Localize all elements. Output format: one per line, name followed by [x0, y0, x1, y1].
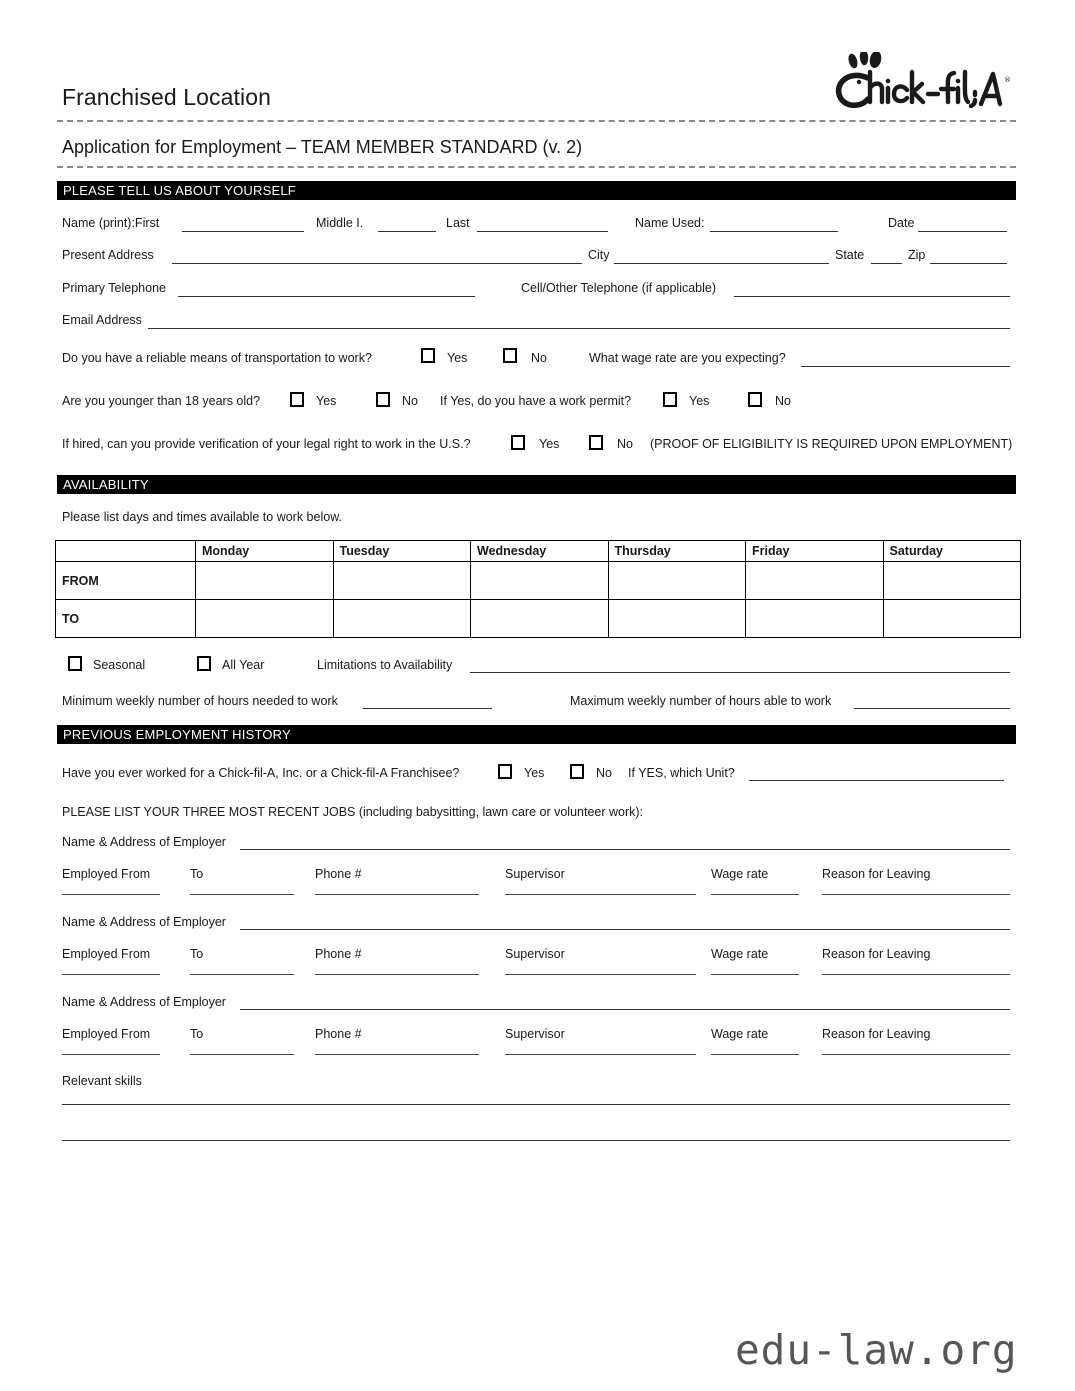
checkbox-transportation-no[interactable] — [503, 348, 517, 363]
input-first-name[interactable] — [182, 231, 304, 232]
label-last-name: Last — [446, 216, 470, 230]
label-city: City — [588, 248, 610, 262]
label-minimum-hours: Minimum weekly number of hours needed to work — [62, 694, 338, 708]
input-relevant-skills-line-1[interactable] — [62, 1104, 1010, 1105]
label-name-used: Name Used: — [635, 216, 705, 230]
header-divider-bottom — [57, 166, 1016, 168]
row-label-to: TO — [56, 600, 196, 638]
input-city[interactable] — [614, 263, 829, 264]
input-phone-1[interactable] — [315, 894, 479, 895]
checkbox-work-permit-no[interactable] — [748, 392, 762, 407]
label-primary-telephone: Primary Telephone — [62, 281, 166, 295]
label-work-permit-no: No — [775, 394, 791, 408]
form-subtitle: Application for Employment – TEAM MEMBER STANDARD (v. 2) — [62, 137, 583, 157]
label-younger-18-no: No — [402, 394, 418, 408]
label-zip: Zip — [908, 248, 926, 262]
header-divider-top — [57, 120, 1016, 122]
label-legal-right-no: No — [617, 437, 633, 451]
input-maximum-hours[interactable] — [854, 708, 1010, 709]
input-to-2[interactable] — [190, 974, 294, 975]
input-date[interactable] — [918, 231, 1007, 232]
label-supervisor-3: Supervisor — [505, 1027, 565, 1041]
label-employed-from-1: Employed From — [62, 867, 151, 881]
input-cell-telephone[interactable] — [734, 296, 1010, 297]
input-supervisor-2[interactable] — [505, 974, 696, 975]
svg-text:®: ® — [1004, 76, 1011, 84]
label-state: State — [835, 248, 865, 262]
column-header-saturday: Saturday — [883, 541, 1021, 562]
label-employer-2: Name & Address of Employer — [62, 915, 226, 929]
section-header-availability: AVAILABILITY — [57, 475, 1016, 494]
cell-to-thursday[interactable] — [608, 600, 746, 638]
label-relevant-skills: Relevant skills — [62, 1074, 142, 1088]
label-transportation-yes: Yes — [447, 351, 468, 365]
input-reason-leaving-1[interactable] — [822, 894, 1010, 895]
checkbox-work-permit-yes[interactable] — [663, 392, 677, 407]
label-all-year: All Year — [222, 658, 265, 672]
label-maximum-hours: Maximum weekly number of hours able to work — [570, 694, 832, 708]
label-worked-before-yes: Yes — [524, 766, 545, 780]
label-date: Date — [888, 216, 915, 230]
label-supervisor-2: Supervisor — [505, 947, 565, 961]
cell-from-tuesday[interactable] — [333, 562, 471, 600]
label-transportation-no: No — [531, 351, 547, 365]
label-younger-18-yes: Yes — [316, 394, 337, 408]
label-legal-right-yes: Yes — [539, 437, 560, 451]
input-wage-rate-2[interactable] — [711, 974, 799, 975]
column-header-tuesday: Tuesday — [333, 541, 471, 562]
label-work-permit-yes: Yes — [689, 394, 710, 408]
checkbox-worked-before-yes[interactable] — [498, 764, 512, 779]
input-employer-1[interactable] — [240, 849, 1010, 850]
label-younger-18-question: Are you younger than 18 years old? — [62, 394, 261, 408]
label-transportation-question: Do you have a reliable means of transportation to work? — [62, 351, 372, 365]
input-reason-leaving-2[interactable] — [822, 974, 1010, 975]
label-phone-3: Phone # — [315, 1027, 362, 1041]
input-employed-from-3[interactable] — [62, 1054, 160, 1055]
input-which-unit[interactable] — [749, 780, 1004, 781]
input-to-3[interactable] — [190, 1054, 294, 1055]
label-cell-telephone: Cell/Other Telephone (if applicable) — [521, 281, 717, 295]
column-header-wednesday: Wednesday — [471, 541, 609, 562]
cell-to-friday[interactable] — [746, 600, 884, 638]
input-employer-3[interactable] — [240, 1009, 1010, 1010]
input-reason-leaving-3[interactable] — [822, 1054, 1010, 1055]
input-email-address[interactable] — [148, 328, 1010, 329]
label-which-unit: If YES, which Unit? — [628, 766, 735, 780]
column-header-friday: Friday — [746, 541, 884, 562]
input-middle-initial[interactable] — [378, 231, 436, 232]
label-reason-leaving-3: Reason for Leaving — [822, 1027, 931, 1041]
label-employer-1: Name & Address of Employer — [62, 835, 226, 849]
input-to-1[interactable] — [190, 894, 294, 895]
label-worked-before-question: Have you ever worked for a Chick-fil-A, Inc. or a Chick-fil-A Franchisee? — [62, 766, 460, 780]
input-phone-3[interactable] — [315, 1054, 479, 1055]
input-limitations-availability[interactable] — [470, 672, 1010, 673]
input-wage-rate-1[interactable] — [711, 894, 799, 895]
label-to-1: To — [190, 867, 204, 881]
checkbox-legal-right-yes[interactable] — [511, 435, 525, 450]
page-title: Franchised Location — [62, 84, 272, 110]
cell-from-thursday[interactable] — [608, 562, 746, 600]
input-primary-telephone[interactable] — [178, 296, 475, 297]
checkbox-transportation-yes[interactable] — [421, 348, 435, 363]
label-phone-2: Phone # — [315, 947, 362, 961]
input-employer-2[interactable] — [240, 929, 1010, 930]
input-supervisor-3[interactable] — [505, 1054, 696, 1055]
input-relevant-skills-line-2[interactable] — [62, 1140, 1010, 1141]
input-employed-from-2[interactable] — [62, 974, 160, 975]
label-to-2: To — [190, 947, 204, 961]
label-wage-rate-1: Wage rate — [711, 867, 769, 881]
checkbox-seasonal[interactable] — [68, 656, 82, 671]
cell-from-monday[interactable] — [196, 562, 334, 600]
table-row — [56, 600, 1021, 638]
checkbox-younger-18-yes[interactable] — [290, 392, 304, 407]
label-present-address: Present Address — [62, 248, 154, 262]
availability-table — [55, 540, 1021, 638]
input-supervisor-1[interactable] — [505, 894, 696, 895]
row-label-from: FROM — [56, 562, 196, 600]
label-employer-3: Name & Address of Employer — [62, 995, 226, 1009]
cell-to-wednesday[interactable] — [471, 600, 609, 638]
input-present-address[interactable] — [172, 263, 582, 264]
table-header-row — [56, 541, 1021, 562]
chick-fil-a-logo — [828, 52, 1014, 114]
note-proof-of-eligibility: (PROOF OF ELIGIBILITY IS REQUIRED UPON EMPLOYMENT) — [650, 437, 1013, 451]
input-expected-wage-rate[interactable] — [801, 366, 1010, 367]
label-legal-right-question: If hired, can you provide verification of your legal right to work in the U.S.? — [62, 437, 471, 451]
label-supervisor-1: Supervisor — [505, 867, 565, 881]
column-header-blank — [56, 541, 196, 562]
label-worked-before-no: No — [596, 766, 612, 780]
input-last-name[interactable] — [477, 231, 608, 232]
label-email-address: Email Address — [62, 313, 142, 327]
input-name-used[interactable] — [710, 231, 838, 232]
label-limitations-availability: Limitations to Availability — [317, 658, 453, 672]
label-reason-leaving-1: Reason for Leaving — [822, 867, 931, 881]
column-header-thursday: Thursday — [608, 541, 746, 562]
label-wage-rate-3: Wage rate — [711, 1027, 769, 1041]
label-middle-initial: Middle I. — [316, 216, 364, 230]
label-employed-from-2: Employed From — [62, 947, 151, 961]
input-state[interactable] — [871, 263, 902, 264]
cell-to-monday[interactable] — [196, 600, 334, 638]
checkbox-legal-right-no[interactable] — [589, 435, 603, 450]
cell-from-friday[interactable] — [746, 562, 884, 600]
checkbox-all-year[interactable] — [197, 656, 211, 671]
section-header-employment-history: PREVIOUS EMPLOYMENT HISTORY — [57, 725, 1016, 744]
column-header-monday: Monday — [196, 541, 334, 562]
cell-from-wednesday[interactable] — [471, 562, 609, 600]
label-employed-from-3: Employed From — [62, 1027, 151, 1041]
instruction-list-recent-jobs: PLEASE LIST YOUR THREE MOST RECENT JOBS (including babysitting, lawn care or volunteer work): — [62, 805, 644, 819]
cell-to-saturday[interactable] — [883, 600, 1021, 638]
table-row — [56, 562, 1021, 600]
label-to-3: To — [190, 1027, 204, 1041]
input-phone-2[interactable] — [315, 974, 479, 975]
cell-to-tuesday[interactable] — [333, 600, 471, 638]
checkbox-worked-before-no[interactable] — [570, 764, 584, 779]
availability-instruction: Please list days and times available to work below. — [62, 510, 343, 524]
cell-from-saturday[interactable] — [883, 562, 1021, 600]
label-phone-1: Phone # — [315, 867, 362, 881]
checkbox-younger-18-no[interactable] — [376, 392, 390, 407]
label-seasonal: Seasonal — [93, 658, 146, 672]
section-header-about-yourself: PLEASE TELL US ABOUT YOURSELF — [57, 181, 1016, 200]
label-wage-rate-question: What wage rate are you expecting? — [589, 351, 786, 365]
input-minimum-hours[interactable] — [363, 708, 492, 709]
label-work-permit-question: If Yes, do you have a work permit? — [440, 394, 632, 408]
label-wage-rate-2: Wage rate — [711, 947, 769, 961]
label-reason-leaving-2: Reason for Leaving — [822, 947, 931, 961]
input-zip[interactable] — [930, 263, 1007, 264]
watermark-edu-law: edu-law.org — [735, 1326, 1018, 1374]
label-name-first: Name (print):First — [62, 216, 160, 230]
input-employed-from-1[interactable] — [62, 894, 160, 895]
input-wage-rate-3[interactable] — [711, 1054, 799, 1055]
